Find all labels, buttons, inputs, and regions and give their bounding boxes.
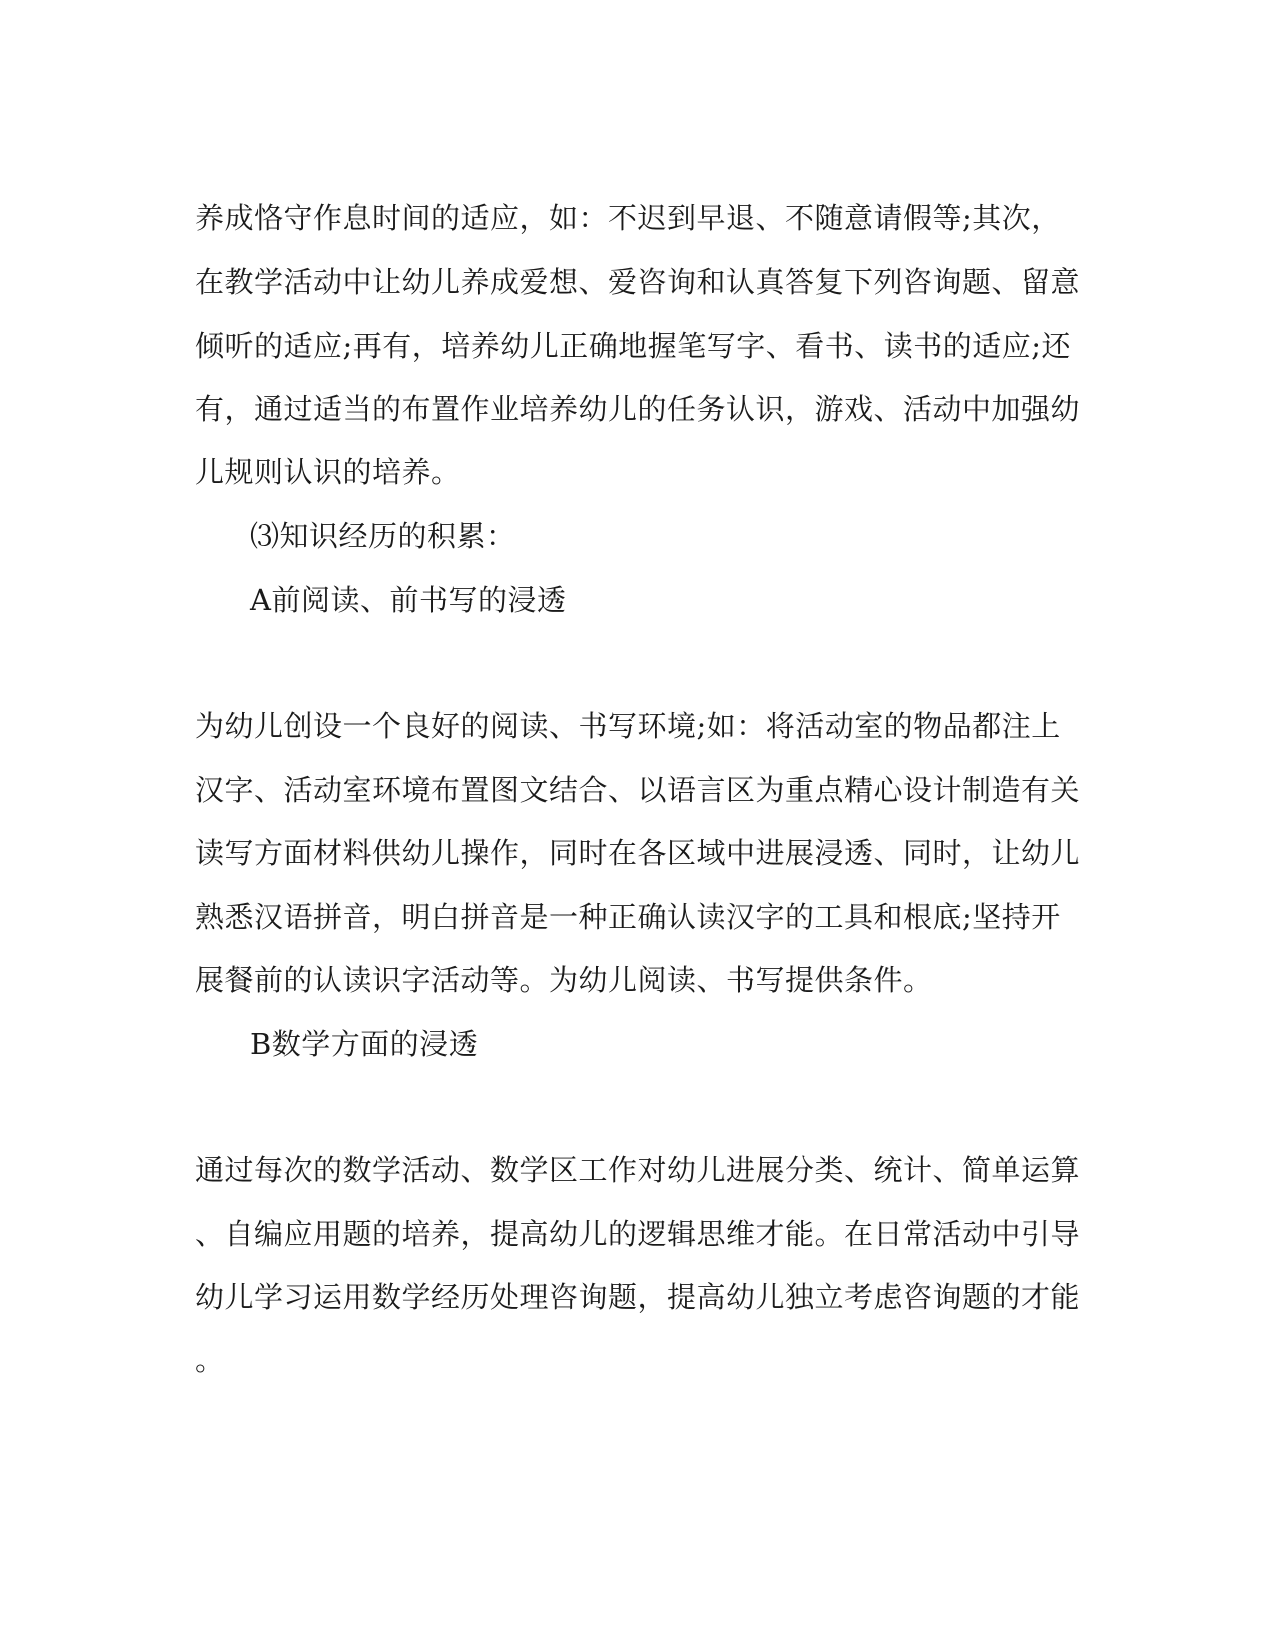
text-line: 儿规则认识的培养。 [195,455,461,489]
text-line: 有，通过适当的布置作业培养幼儿的任务认识，游戏、活动中加强幼 [195,392,1081,426]
subheading-b: B数学方面的浸透 [250,1027,479,1061]
subheading-a: A前阅读、前书写的浸透 [250,583,567,617]
text-line: 在教学活动中让幼儿养成爱想、爱咨询和认真答复下列咨询题、留意 [195,265,1081,299]
text-line: 、自编应用题的培养，提高幼儿的逻辑思维才能。在日常活动中引导 [195,1217,1081,1251]
text-line: 幼儿学习运用数学经历处理咨询题，提高幼儿独立考虑咨询题的才能 [195,1280,1081,1314]
text-line: 熟悉汉语拼音，明白拼音是一种正确认读汉字的工具和根底;坚持开 [195,900,1061,934]
text-line: 展餐前的认读识字活动等。为幼儿阅读、书写提供条件。 [195,963,933,997]
section-heading-3: ⑶知识经历的积累： [250,519,516,553]
text-line: 汉字、活动室环境布置图文结合、以语言区为重点精心设计制造有关 [195,773,1081,807]
text-line: 养成恪守作息时间的适应，如：不迟到早退、不随意请假等;其次， [195,201,1061,235]
text-line: 。 [195,1343,225,1377]
text-line: 为幼儿创设一个良好的阅读、书写环境;如：将活动室的物品都注上 [195,709,1061,743]
text-line: 倾听的适应;再有，培养幼儿正确地握笔写字、看书、读书的适应;还 [195,329,1072,363]
text-line: 通过每次的数学活动、数学区工作对幼儿进展分类、统计、简单运算 [195,1153,1081,1187]
text-line: 读写方面材料供幼儿操作，同时在各区域中进展浸透、同时，让幼儿 [195,836,1081,870]
